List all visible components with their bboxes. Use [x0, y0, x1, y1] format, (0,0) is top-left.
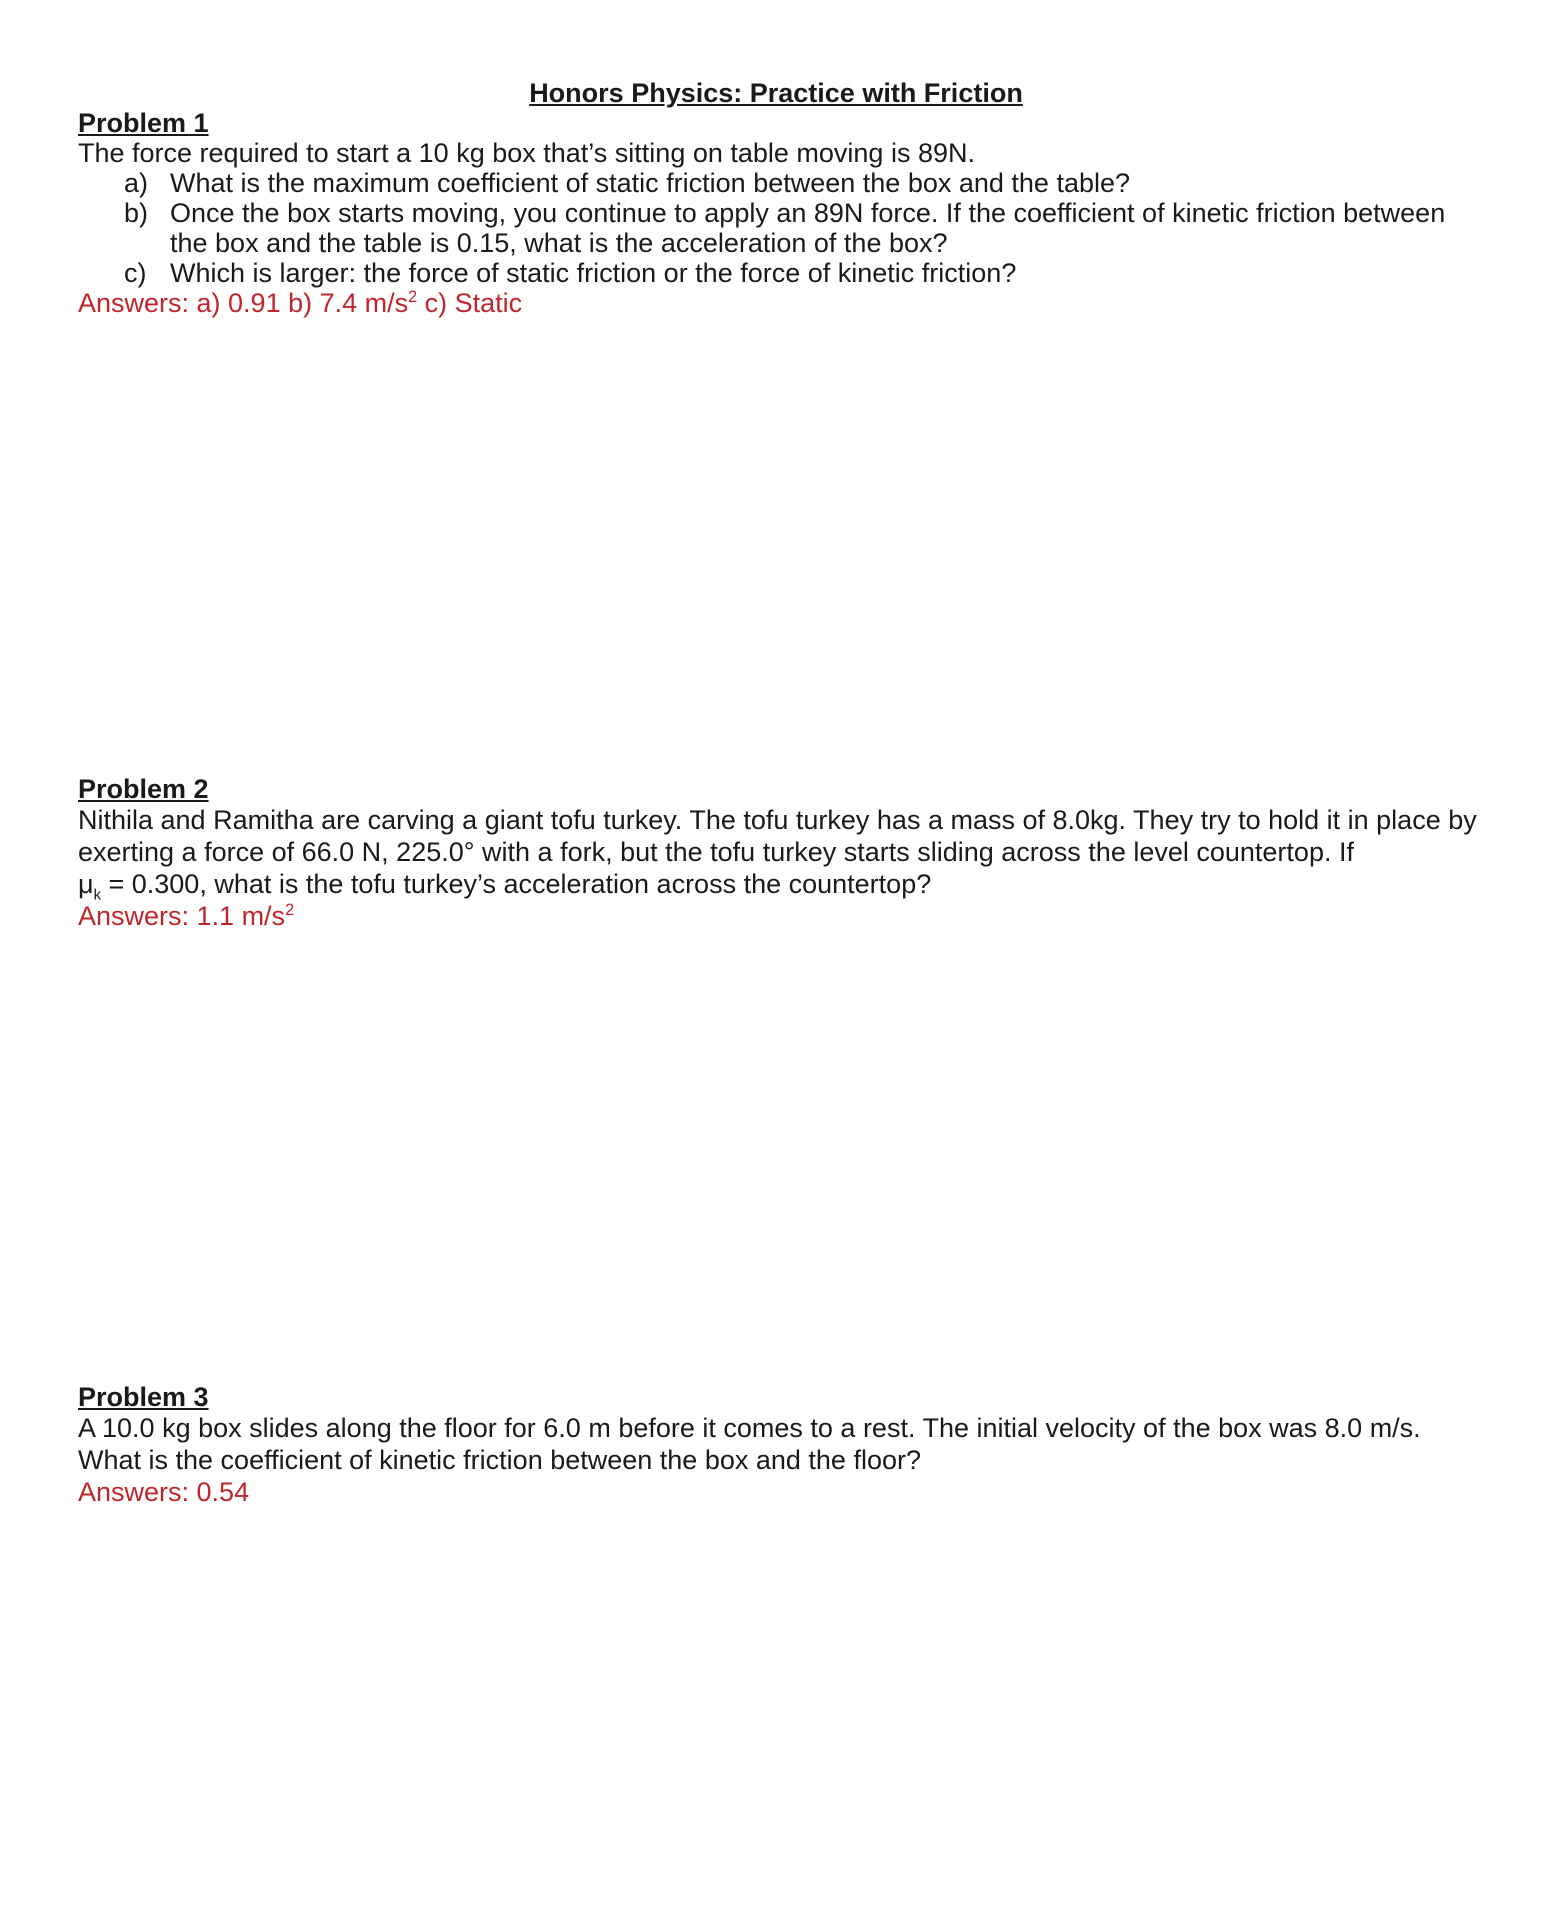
- part-text: Once the box starts moving, you continue to apply an 89N force. If the coefficient of kinetic friction between the box and the table is 0.15, what is the acceleration of the box?: [170, 198, 1446, 258]
- problem-1-heading: Problem 1: [78, 108, 209, 138]
- problem-3-answer: Answers: 0.54: [78, 1477, 250, 1507]
- mu-subscript: k: [93, 887, 101, 904]
- problem-2-answer: [78, 900, 1478, 932]
- page-title: Honors Physics: Practice with Friction: [529, 78, 1023, 108]
- problem-2: [78, 774, 1478, 932]
- mu-symbol: μ: [78, 869, 94, 899]
- problem-1-part-a: [78, 168, 1478, 198]
- answer-superscript: 2: [408, 288, 418, 306]
- problem-2-text: [78, 804, 1478, 904]
- answer-text: Answers: a) 0.91 b) 7.4 m/s: [78, 288, 409, 318]
- part-letter: c): [124, 258, 147, 288]
- part-letter: a): [124, 168, 149, 198]
- problem-1-parts: [78, 168, 1478, 288]
- answer-text-suffix: c) Static: [417, 288, 523, 318]
- problem-3-text: A 10.0 kg box slides along the floor for 6.0 m before it comes to a rest. The initial velocity of the box was 8.0 m/s. What is the coefficient of kinetic friction between the box and the floor?: [78, 1413, 1421, 1475]
- problem-1-part-b: [78, 198, 1478, 258]
- problem-2-text-main: Nithila and Ramitha are carving a giant tofu turkey. The tofu turkey has a mass of 8.0kg. They try to hold it in place by exerting a force of 66.0 N, 225.0° with a fork, but the tofu turkey starts sliding across the level countertop. If: [78, 805, 1477, 867]
- problem-2-heading: Problem 2: [78, 774, 209, 804]
- problem-1-text: The force required to start a 10 kg box that’s sitting on table moving is 89N.: [78, 138, 975, 168]
- problem-1: [78, 108, 1478, 318]
- part-text: Which is larger: the force of static friction or the force of kinetic friction?: [170, 258, 1017, 288]
- part-letter: b): [124, 198, 149, 228]
- problem-1-answer: [78, 288, 1478, 318]
- problem-2-text-cont: = 0.300, what is the tofu turkey’s acceleration across the countertop?: [100, 869, 932, 899]
- part-text: What is the maximum coefficient of static friction between the box and the table?: [170, 168, 1131, 198]
- answer-text: Answers: 1.1 m/s: [78, 901, 286, 931]
- answer-superscript: 2: [285, 901, 295, 919]
- problem-3-heading: Problem 3: [78, 1382, 209, 1412]
- problem-3: [78, 1382, 1478, 1508]
- problem-1-part-c: [78, 258, 1478, 288]
